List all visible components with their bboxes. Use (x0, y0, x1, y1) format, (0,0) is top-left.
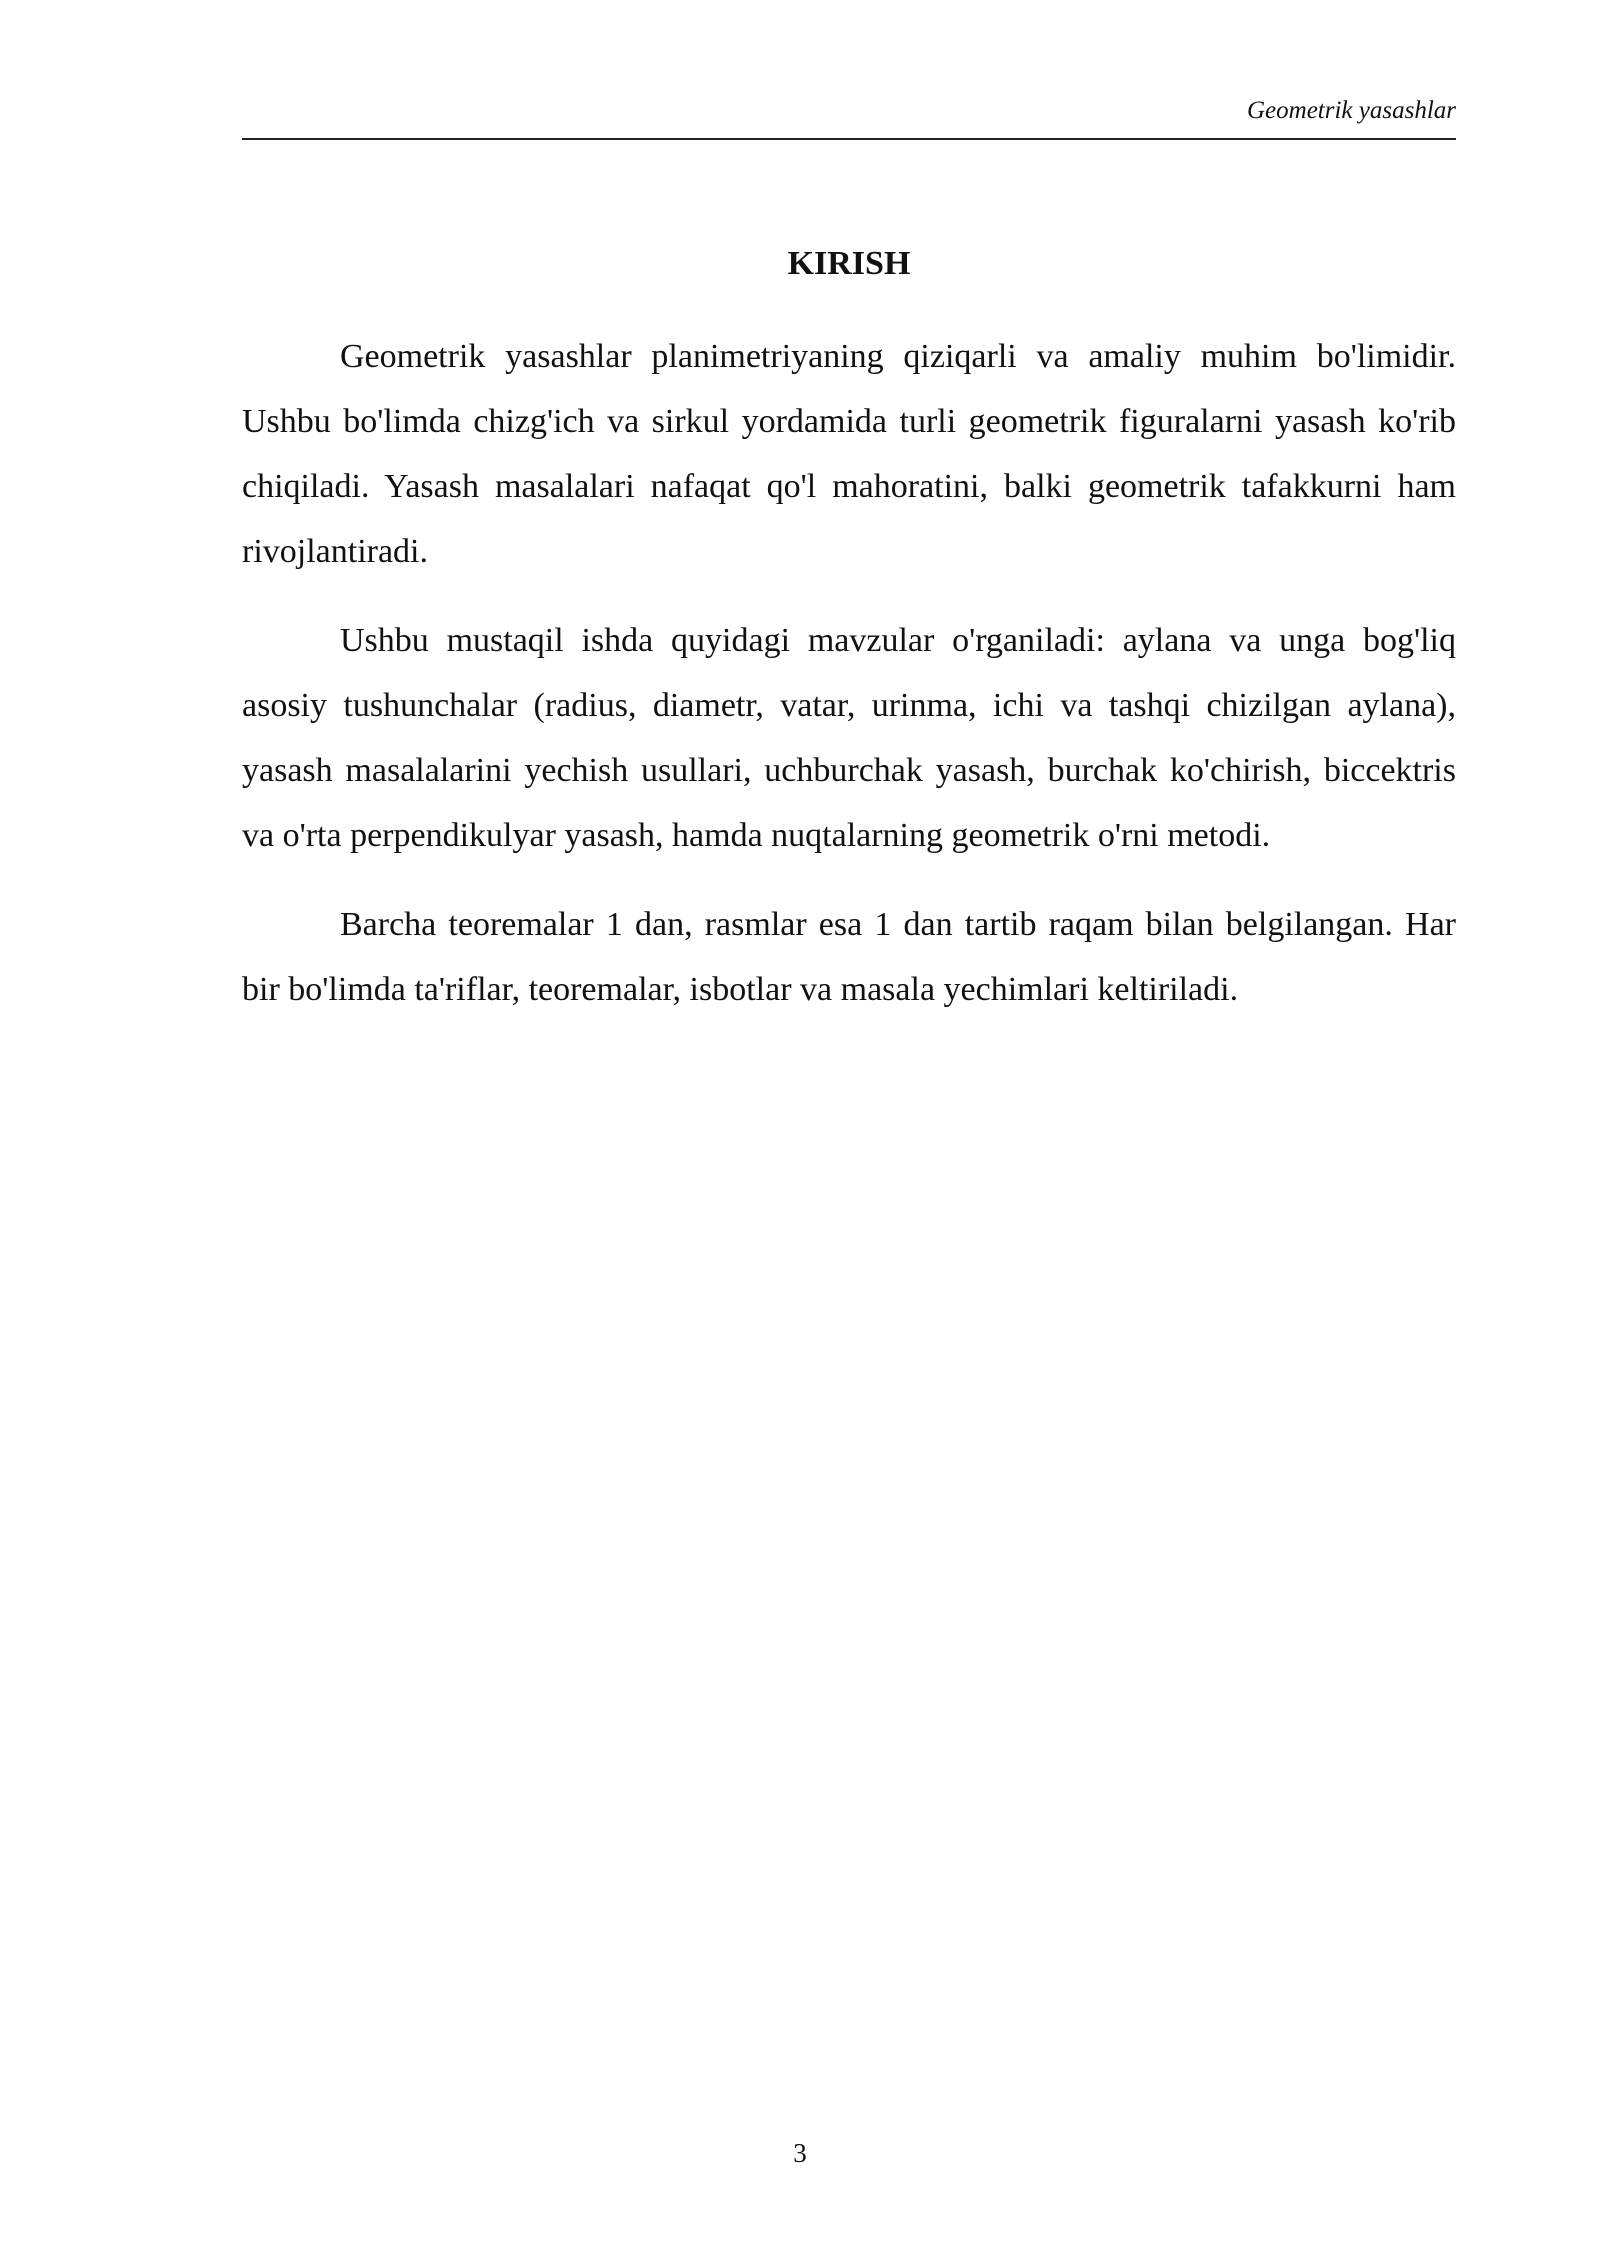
paragraph-1: Geometrik yasashlar planimetriyaning qiziqarli va amaliy muhim bo'limidir. Ushbu bo'limda chizg'ich va sirkul yordamida turli geometrik figuralarni yasash ko'rib chiqiladi. Yasash masalalari nafaqat qo'l mahoratini, balki geometrik tafakkurni ham rivojlantiradi. (242, 338, 1456, 570)
paragraph-2: Ushbu mustaqil ishda quyidagi mavzular o'rganiladi: aylana va unga bog'liq asosiy tushunchalar (radius, diametr, vatar, urinma, ichi va tashqi chizilgan aylana), yasash masalalarini yechish usullari, uchburchak yasash, burchak ko'chirish, biccektris va o'rta perpendikulyar yasash, hamda nuqtalarning geometrik o'rni metodi. (242, 622, 1456, 854)
paragraph-3: Barcha teoremalar 1 dan, rasmlar esa 1 dan tartib raqam bilan belgilangan. Har bir bo'limda ta'riflar, teoremalar, isbotlar va masala yechimlari keltiriladi. (242, 906, 1456, 1008)
running-header (242, 92, 1456, 140)
chapter-title: KIRISH (787, 245, 911, 282)
running-header-title: Geometrik yasashlar (1247, 97, 1456, 124)
page-content (242, 238, 1456, 1022)
page-number: 3 (793, 2138, 807, 2168)
